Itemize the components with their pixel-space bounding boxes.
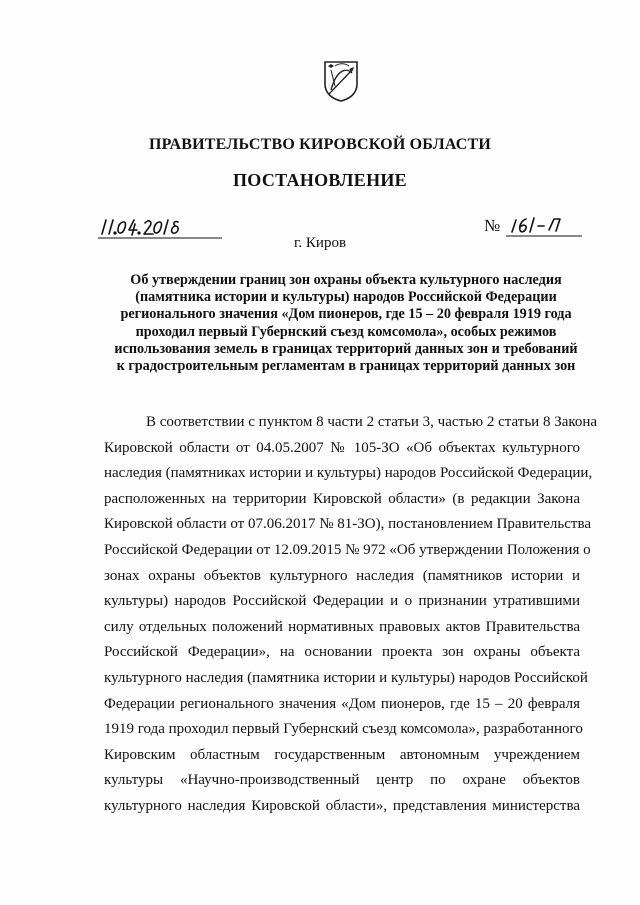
- document-body: [104, 410, 598, 820]
- body-line: культуры) народов Российской Федерации и о признании утратившими: [104, 593, 580, 610]
- document-subject: [96, 272, 596, 375]
- body-line: Федерации регионального значения «Дом пионеров, где 15 – 20 февраля: [104, 695, 580, 712]
- body-line: В соответствии с пунктом 8 части 2 статьи 3, частью 2 статьи 8 Закона: [146, 414, 598, 430]
- city-label: г. Киров: [293, 235, 347, 251]
- body-line: Кировским областным государственным автономным учреждением: [104, 746, 580, 763]
- coat-of-arms-icon: [323, 60, 359, 102]
- body-line: 1919 года проходил первый Губернский съезд комсомола», разработанного: [104, 721, 583, 738]
- body-line: культурного наследия Кировской области», представления министерства: [104, 797, 580, 814]
- body-line: Кировской области от 04.05.2007 № 105-ЗО «Об объектах культурного: [104, 439, 580, 456]
- body-line: Российской Федерации», на основании проекта зон охраны объекта: [104, 644, 580, 661]
- body-line: Кировской области от 07.06.2017 № 81-ЗО), постановлением Правительства: [104, 516, 591, 533]
- body-line: зонах охраны объектов культурного наследия (памятников истории и: [104, 567, 580, 584]
- subject-line: к градостроительным регламентам в границах территорий данных зон: [116, 358, 576, 375]
- body-line: культуры «Научно-производственный центр по охране объектов: [104, 772, 580, 789]
- body-line: Российской Федерации от 12.09.2015 № 972 «Об утверждении Положения о: [104, 541, 591, 558]
- subject-line: Об утверждении границ зон охраны объекта культурного наследия: [130, 272, 562, 288]
- organization-title: ПРАВИТЕЛЬСТВО КИРОВСКОЙ ОБЛАСТИ: [148, 136, 492, 153]
- body-line: наследия (памятниках истории и культуры) народов Российской Федерации,: [104, 465, 593, 482]
- document-type-title: ПОСТАНОВЛЕНИЕ: [233, 170, 407, 190]
- subject-line: использования земель в границах территорий данных зон и требований: [114, 340, 578, 357]
- subject-line: (памятника истории и культуры) народов Российской Федерации: [135, 289, 557, 306]
- body-line: расположенных на территории Кировской области» (в редакции Закона: [104, 490, 580, 507]
- subject-line: проходил первый Губернский съезд комсомола», особых режимов: [135, 323, 557, 340]
- body-line: культурного наследия (памятника истории и культуры) народов Российской: [104, 669, 588, 686]
- body-line: силу отдельных положений нормативных правовых актов Правительства: [104, 618, 580, 635]
- number-sign: №: [484, 216, 501, 235]
- subject-line: регионального значения «Дом пионеров, где 15 – 20 февраля 1919 года: [120, 306, 572, 323]
